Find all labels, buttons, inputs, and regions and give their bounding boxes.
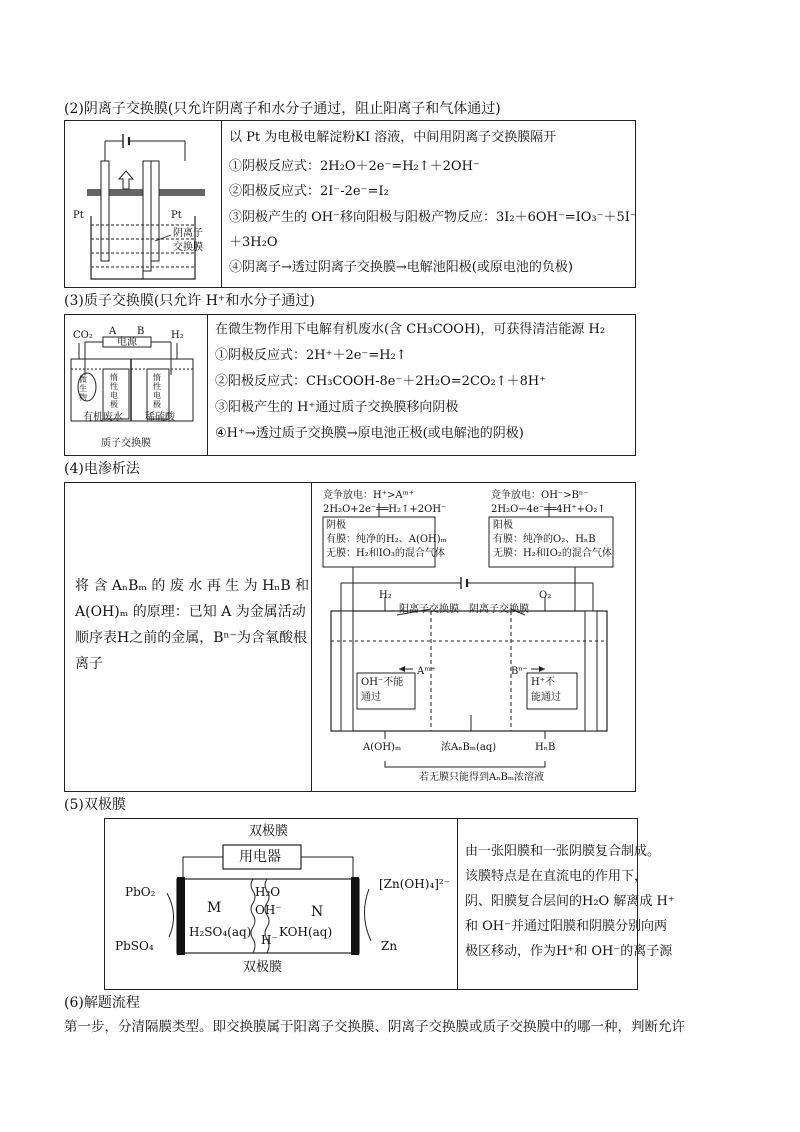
- section5-table: [104, 818, 675, 990]
- o2-gas-label: O₂: [539, 590, 552, 601]
- section3-table: [64, 314, 636, 456]
- outlet-concentrate: 浓AₙBₘ(aq): [441, 742, 497, 753]
- no-membrane-note: 若无膜只能得到AₙBₘ浓溶液: [419, 772, 545, 783]
- s5-line-1: 该膜特点是在直流电的作用下，: [465, 869, 648, 884]
- a-terminal-label: A: [109, 326, 117, 337]
- outlet-aoh: A(OH)ₘ: [363, 742, 402, 753]
- b-terminal-label: B: [137, 326, 145, 337]
- section2-table: [64, 120, 636, 288]
- s3-line-3: ③阳极产生的 H⁺通过质子交换膜移向阴极: [215, 400, 459, 415]
- bipolar-title: 双极膜: [249, 824, 289, 839]
- h2o-label: H₂O: [255, 885, 281, 899]
- zn-label: Zn: [381, 939, 398, 953]
- section3-heading: (3)质子交换膜(只允许 H⁺和水分子通过): [64, 293, 315, 309]
- power-label: 电源: [117, 337, 137, 348]
- pt-right-label: Pt: [171, 210, 182, 221]
- s4-text-3: 离子: [75, 656, 103, 672]
- organic-waste-label: 有机废水: [83, 412, 123, 423]
- left-equation: 2H₂O+2e⁻══H₂↑+2OH⁻: [323, 504, 447, 515]
- right-equation: 2H₂O−4e⁻══4H⁺+O₂↑: [491, 504, 606, 515]
- cathode-title: 阴极: [326, 520, 346, 531]
- section5-heading: (5)双极膜: [64, 797, 126, 813]
- section2-heading: (2)阴离子交换膜(只允许阴离子和水分子通过，阻止阳离子和气体通过): [64, 101, 501, 117]
- s2-line-3: ③阴极产生的 OH⁻移向阳极与阳极产物反应：3I₂＋6OH⁻=IO₃⁻＋5I⁻: [229, 210, 637, 225]
- section6-heading: (6)解题流程: [64, 995, 140, 1011]
- microbe-label: 微生物: [79, 375, 87, 402]
- a-ion-label: Aᵐ⁺: [417, 666, 436, 677]
- h2-gas-label: H₂: [379, 590, 392, 601]
- section4-heading: (4)电渗析法: [64, 461, 140, 477]
- s2-line-4: ＋3H₂O: [229, 235, 278, 250]
- s5-line-4: 极区移动，作为H⁺和 OH⁻的离子源: [465, 944, 673, 959]
- s3-line-4: ④H⁺→透过质子交换膜→原电池正极(或电解池的阴极): [215, 426, 524, 441]
- anode-line-2: 无膜：H₂和IO₂的混合气体: [493, 548, 612, 559]
- s4-text-1: A(OH)ₘ 的原理：已知 A 为金属活动: [75, 604, 306, 620]
- pem-caption: 质子交换膜: [101, 438, 151, 449]
- anode-title: 阳极: [493, 520, 513, 531]
- s2-line-5: ④阴离子→透过阴离子交换膜→电解池阳极(或原电池的负极): [229, 260, 573, 275]
- oh-note-2: 通过: [361, 692, 381, 703]
- section4-table: [64, 482, 636, 792]
- membrane-label-2: 交换膜: [173, 242, 203, 253]
- left-electrode-label: 惰性电极: [110, 373, 118, 409]
- electrolysis-kI-diagram: [65, 121, 221, 287]
- s3-line-0: 在微生物作用下电解有机废水(含 CH₃COOH)，可获得清洁能源 H₂: [215, 322, 606, 337]
- s5-line-0: 由一张阳膜和一张阴膜复合制成。: [465, 844, 661, 859]
- s4-text-2: 顺序表H之前的金属，Bⁿ⁻为含氧酸根: [75, 630, 307, 646]
- outlet-hnb: HₙB: [535, 742, 556, 753]
- h2-label: H₂: [171, 330, 184, 341]
- s3-line-1: ①阴极反应式：2H⁺＋2e⁻=H₂↑: [215, 348, 407, 363]
- s5-line-3: 和 OH⁻并通过阳膜和阴膜分别向两: [465, 919, 667, 934]
- b-ion-label: Bⁿ⁻: [511, 666, 528, 677]
- h2so4-label: H₂SO₄(aq): [189, 925, 252, 939]
- right-electrode-label: 惰性电极: [153, 373, 161, 409]
- pbo2-label: PbO₂: [125, 885, 156, 899]
- cathode-line-1: 有膜：纯净的H₂、A(OH)ₘ: [326, 534, 447, 545]
- right-compete-label: 竞争放电：OH⁻>Bⁿ⁻: [491, 490, 589, 501]
- co2-label: CO₂: [73, 330, 93, 341]
- anode-line-1: 有膜：纯净的O₂、HₙB: [493, 534, 596, 545]
- koh-label: KOH(aq): [279, 925, 333, 939]
- left-compete-label: 竞争放电：H⁺>Aᵐ⁺: [323, 490, 415, 501]
- pbso4-label: PbSO₄: [115, 939, 154, 953]
- s2-line-0: 以 Pt 为电极电解淀粉KI 溶液，中间用阴离子交换膜隔开: [229, 130, 557, 145]
- zincate-label: [Zn(OH)₄]²⁻: [379, 877, 451, 891]
- membrane-label-1: 阴离子: [173, 228, 203, 239]
- oh-note-1: OH⁻不能: [361, 677, 404, 688]
- membrane-label-cation: 阳离子交换膜: [399, 604, 459, 615]
- bipolar-bottom-label: 双极膜: [243, 960, 283, 975]
- s3-line-2: ②阳极反应式：CH₃COOH-8e⁻＋2H₂O=2CO₂↑＋8H⁺: [215, 374, 547, 389]
- membrane-label-anion: 阴离子交换膜: [469, 604, 529, 615]
- h-note-1: H⁺不: [531, 677, 555, 688]
- device-label: 用电器: [239, 849, 281, 865]
- section6-paragraph: 第一步，分清隔膜类型。即交换膜属于阳离子交换膜、阴离子交换膜或质子交换膜中的哪一种，判断允许: [64, 1019, 685, 1035]
- pt-left-label: Pt: [73, 210, 84, 221]
- s2-line-1: ①阴极反应式：2H₂O＋2e⁻=H₂↑＋2OH⁻: [229, 159, 480, 174]
- dilute-acid-label: 稀硫酸: [145, 412, 175, 423]
- s2-line-2: ②阳极反应式：2I⁻-2e⁻=I₂: [229, 184, 389, 199]
- h-note-2: 能通过: [531, 692, 561, 703]
- cathode-line-2: 无膜：H₂和IO₃的混合气体: [326, 548, 445, 559]
- m-label: M: [207, 900, 222, 916]
- s4-text-0: 将 含 AₙBₘ 的 废 水 再 生 为 HₙB 和: [75, 578, 310, 594]
- n-label: N: [311, 904, 324, 920]
- h-label: H⁻: [261, 933, 278, 947]
- oh-label: OH⁻: [255, 903, 282, 917]
- s5-line-2: 阴、阳膜复合层间的H₂O 解离成 H⁺: [465, 894, 675, 909]
